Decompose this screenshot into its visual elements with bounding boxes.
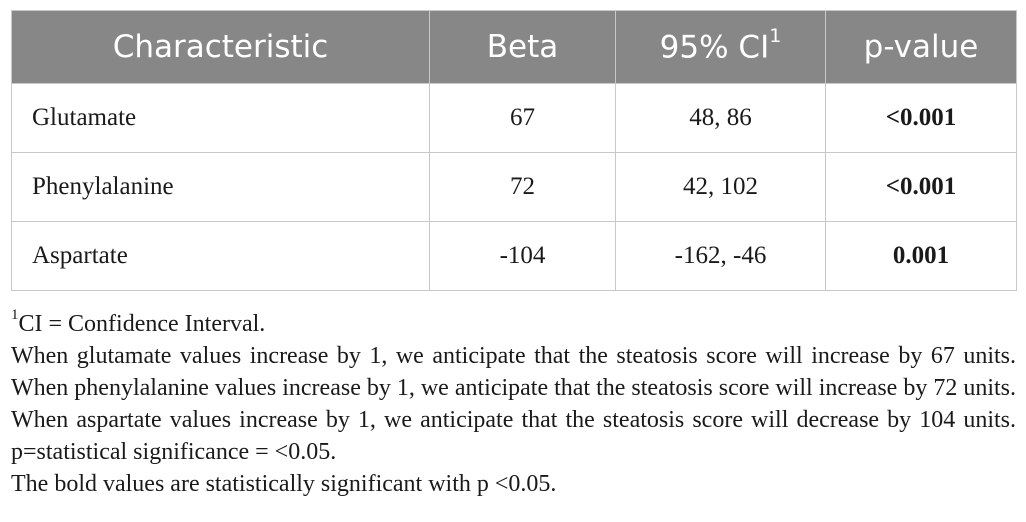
cell-beta: 72 (430, 153, 616, 222)
footnote-marker: 1 (11, 307, 19, 323)
cell-pvalue: <0.001 (826, 84, 1017, 153)
header-ci-footnote-marker: 1 (769, 24, 782, 47)
cell-ci: -162, -46 (616, 222, 826, 291)
header-beta: Beta (430, 11, 616, 84)
results-table-container (11, 10, 1016, 291)
explanation-text: When glutamate values increase by 1, we anticipate that the steatosis score will increase by 67 units. When phenylalanine values increase by 1, we anticipate that the steatosis score will increase by 72 units. When aspartate values increase by 1, we anticipate that the steatosis score will decrease by 104 units. p=statistical significance = <0.05. (11, 343, 1016, 465)
table-row (12, 222, 1017, 291)
footnote-text: CI = Confidence Interval. (18, 311, 266, 337)
header-ci (616, 11, 826, 84)
results-table (11, 10, 1017, 291)
header-ci-label: 95% CI (659, 29, 770, 66)
table-notes (11, 302, 1016, 500)
cell-characteristic: Glutamate (12, 84, 430, 153)
footnote (11, 302, 1016, 340)
table-row (12, 84, 1017, 153)
cell-ci: 48, 86 (616, 84, 826, 153)
cell-beta: 67 (430, 84, 616, 153)
cell-ci: 42, 102 (616, 153, 826, 222)
cell-characteristic: Aspartate (12, 222, 430, 291)
header-pvalue: p-value (826, 11, 1017, 84)
bold-values-note: The bold values are statistically significant with p <0.05. (11, 471, 557, 497)
cell-pvalue: <0.001 (826, 153, 1017, 222)
table-header-row (12, 11, 1017, 84)
cell-pvalue: 0.001 (826, 222, 1017, 291)
cell-characteristic: Phenylalanine (12, 153, 430, 222)
cell-beta: -104 (430, 222, 616, 291)
table-row (12, 153, 1017, 222)
header-characteristic: Characteristic (12, 11, 430, 84)
